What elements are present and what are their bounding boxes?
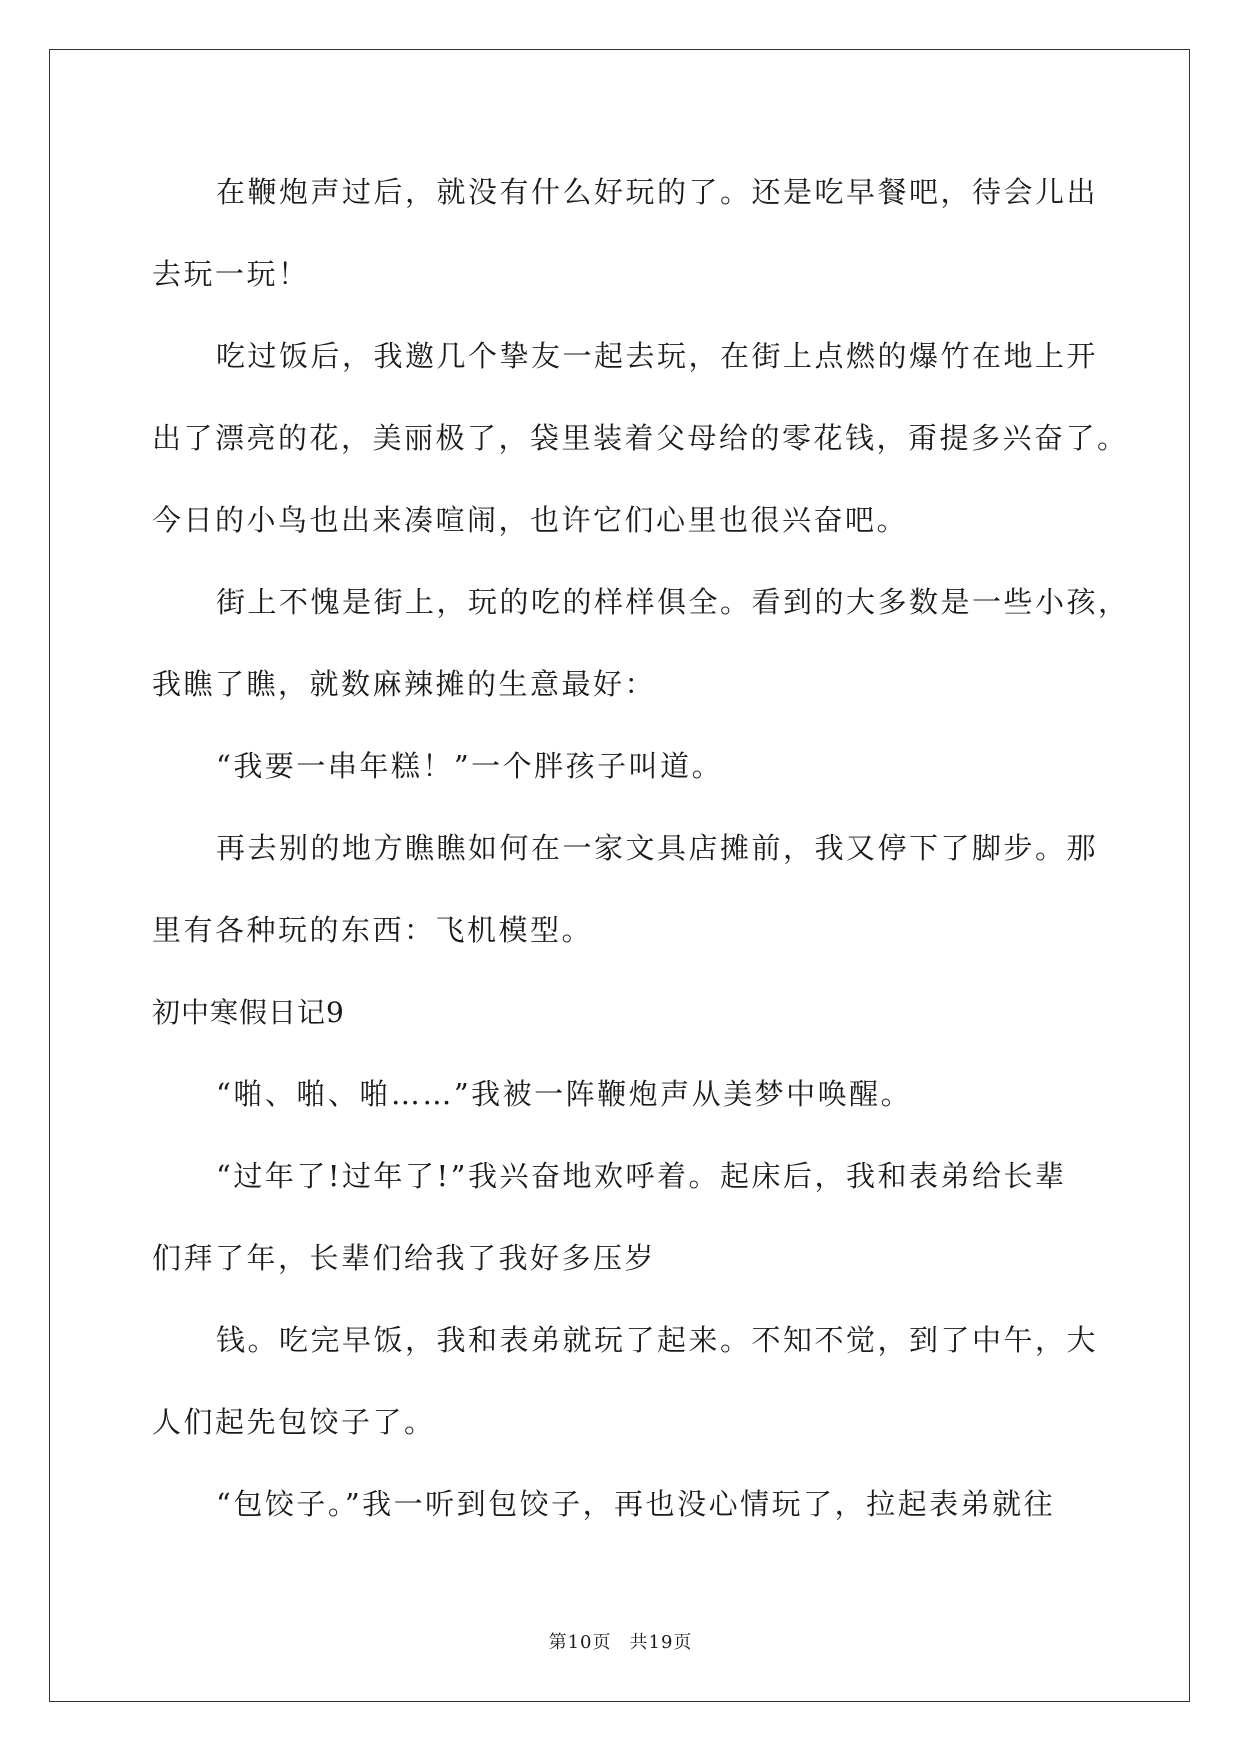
paragraph-line: 出了漂亮的花，美丽极了，袋里装着父母给的零花钱，甭提多兴奋了。 bbox=[152, 421, 1129, 455]
document-body bbox=[152, 165, 1130, 1559]
page-number-current: 第10页 bbox=[548, 1632, 612, 1653]
paragraph-line: “包饺子。”我一听到包饺子，再也没心情玩了，拉起表弟就往 bbox=[216, 1487, 1056, 1521]
paragraph-line: 我瞧了瞧，就数麻辣摊的生意最好： bbox=[152, 667, 657, 701]
paragraph-line: 街上不愧是街上，玩的吃的样样俱全。看到的大多数是一些小孩， bbox=[216, 585, 1130, 619]
paragraph-line: 吃过饭后，我邀几个挚友一起去玩，在街上点燃的爆竹在地上开 bbox=[216, 339, 1099, 373]
paragraph-line: “啪、啪、啪……”我被一阵鞭炮声从美梦中唤醒。 bbox=[216, 1077, 913, 1111]
page-number-total: 共19页 bbox=[629, 1632, 693, 1653]
paragraph-line: “过年了!过年了!”我兴奋地欢呼着。起床后，我和表弟给长辈 bbox=[216, 1159, 1067, 1193]
paragraph-line: 去玩一玩！ bbox=[152, 257, 310, 291]
paragraph-line: 们拜了年，长辈们给我了我好多压岁 bbox=[152, 1241, 657, 1275]
section-title: 初中寒假日记9 bbox=[152, 996, 345, 1029]
paragraph-line: “我要一串年糕！”一个胖孩子叫道。 bbox=[216, 749, 724, 783]
paragraph-line: 人们起先包饺子了。 bbox=[152, 1405, 436, 1439]
paragraph-line: 在鞭炮声过后，就没有什么好玩的了。还是吃早餐吧，待会儿出 bbox=[216, 175, 1099, 209]
paragraph-line: 再去别的地方瞧瞧如何在一家文具店摊前，我又停下了脚步。那 bbox=[216, 831, 1099, 865]
paragraph-line: 今日的小鸟也出来凑喧闹，也许它们心里也很兴奋吧。 bbox=[152, 503, 909, 537]
paragraph-line: 钱。吃完早饭，我和表弟就玩了起来。不知不觉，到了中午，大 bbox=[216, 1323, 1099, 1357]
paragraph-line: 里有各种玩的东西：飞机模型。 bbox=[152, 913, 594, 947]
page-footer bbox=[0, 1628, 1241, 1654]
